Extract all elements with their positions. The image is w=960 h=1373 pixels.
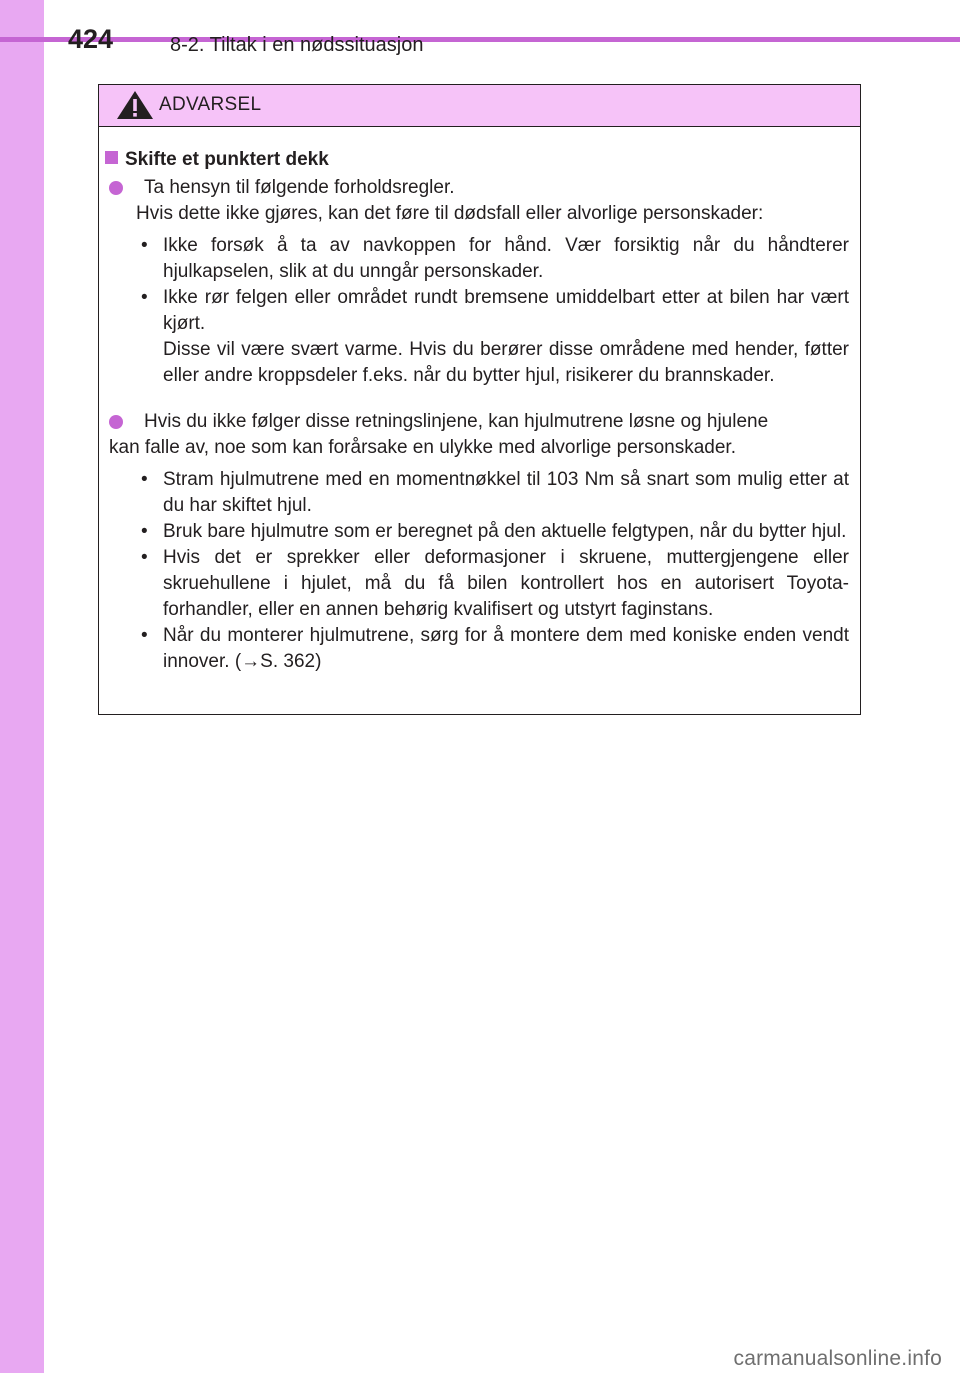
- list-item: [109, 409, 855, 461]
- sub-list: [129, 467, 849, 675]
- item-line: Hvis dette ikke gjøres, kan det føre til dødsfall eller alvorlige personskader:: [136, 203, 764, 224]
- item-line: Ta hensyn til følgende forholdsregler.: [144, 177, 455, 198]
- sub-item-text: Bruk bare hjulmutre som er beregnet på den aktuelle felgtypen, når du bytter hjul.: [163, 521, 847, 542]
- sub-list-item: • Når du monterer hjulmutrene, sørg for å montere dem med koniske enden vendt innover. (→S. 362): [129, 623, 849, 675]
- header-rule: [0, 37, 960, 42]
- warning-heading-text: Skifte et punktert dekk: [125, 149, 329, 170]
- sub-list-item: • Bruk bare hjulmutre som er beregnet på den aktuelle felgtypen, når du bytter hjul.: [129, 519, 849, 545]
- warning-box: [98, 84, 861, 715]
- section-title: 8-2. Tiltak i en nødssituasjon: [170, 34, 424, 56]
- warning-header: [99, 85, 860, 127]
- sub-item-text: Disse vil være svært varme. Hvis du berører disse områdene med hender, føtter eller andre kroppsdeler f.eks. når du bytter hjul, risikerer du brannskader.: [163, 339, 849, 386]
- warning-heading: [105, 147, 329, 173]
- sub-list-item: • Ikke forsøk å ta av navkoppen for hånd. Vær forsiktig når du håndterer hjulkapselen, slik at du unngår personskader.: [129, 233, 849, 285]
- list-item: [109, 175, 855, 227]
- sub-list: [129, 233, 849, 389]
- sub-item-text: Ikke forsøk å ta av navkoppen for hånd. Vær forsiktig når du håndterer hjulkapselen, slik at du unngår personskader.: [163, 235, 849, 282]
- round-bullet-icon: [109, 181, 123, 195]
- round-bullet-icon: [109, 415, 123, 429]
- item-text: [109, 409, 855, 461]
- page-number: 424: [68, 24, 114, 54]
- item-line: Hvis du ikke følger disse retningslinjene, kan hjulmutrene løsne og hjulene: [144, 411, 769, 432]
- sub-list-item: • Ikke rør felgen eller området rundt bremsene umiddelbart etter at bilen har vært kjørt. Disse vil være svært varme. Hvis du berører disse områdene med hender, føtter eller andre kroppsdeler f.eks. når du bytter hjul, risikerer du brannskader.: [129, 285, 849, 389]
- item-text: [136, 175, 855, 227]
- side-tab-strip: [0, 0, 44, 1373]
- sub-list-item: • Hvis det er sprekker eller deformasjoner i skruene, muttergjengene eller skruehullene i hjulet, må du få bilen kontrollert hos en autorisert Toyota-forhandler, eller en annen behørig kvalifisert og utstyrt faginstans.: [129, 545, 849, 623]
- square-bullet-icon: [105, 151, 118, 164]
- sub-item-text: Ikke rør felgen eller området rundt bremsene umiddelbart etter at bilen har vært kjørt.: [163, 287, 849, 334]
- warning-triangle-icon: [115, 89, 155, 121]
- sub-item-text: Hvis det er sprekker eller deformasjoner i skruene, muttergjengene eller skruehullene i hjulet, må du få bilen kontrollert hos en autorisert Toyota-forhandler, eller en annen behørig kvalifisert og utstyrt faginstans.: [163, 547, 849, 620]
- sub-item-text: Når du monterer hjulmutrene, sørg for å montere dem med koniske enden vendt innover. (→S. 362): [163, 625, 849, 672]
- sub-list-item: • Stram hjulmutrene med en momentnøkkel til 103 Nm så snart som mulig etter at du har skiftet hjul.: [129, 467, 849, 519]
- sub-item-text: Stram hjulmutrene med en momentnøkkel til 103 Nm så snart som mulig etter at du har skiftet hjul.: [163, 469, 849, 516]
- watermark-text: carmanualsonline.info: [733, 1347, 942, 1370]
- warning-title: ADVARSEL: [159, 94, 262, 115]
- item-line: kan falle av, noe som kan forårsake en ulykke med alvorlige personskader.: [109, 437, 736, 458]
